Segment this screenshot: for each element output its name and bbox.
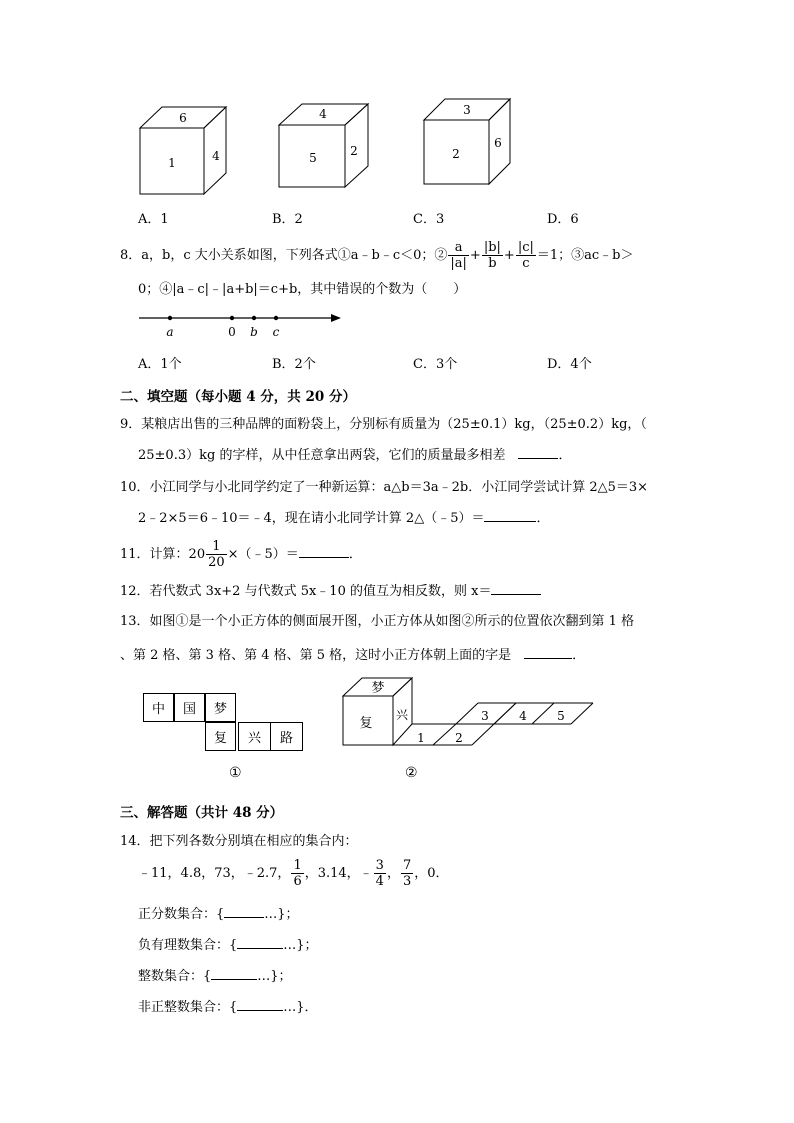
q10-answer-blank[interactable] [484, 509, 536, 522]
q8-line2: 0；④|a﹣c|﹣|a+b|＝c+b，其中错误的个数为（ ） [138, 282, 467, 297]
q14-title: 14．把下列各数分别填在相应的集合内： [120, 834, 358, 849]
q8-line1: 8．a，b，c 大小关系如图，下列各式①a﹣b﹣c＜0；② $\frac{a}{|a|}$ + $\frac{|b|}{b}$ + $\frac{|c|}{c}$ ＝1；③ac﹣b＞ [120, 240, 634, 271]
q7-cubes-figure [130, 95, 530, 200]
net-cell-guo: 国 [174, 693, 205, 722]
cube-a-front: 1 [168, 156, 176, 170]
numberline-label-0: 0 [228, 325, 236, 339]
section-solve-heading: 三、解答题（共计 48 分） [120, 805, 284, 821]
numberline-label-b: b [250, 325, 258, 339]
q8-option-a: A．1个 [138, 357, 182, 372]
cube-a-side: 4 [212, 149, 220, 163]
q14-frac-1-6: $\frac{1}{6}$ [293, 858, 302, 889]
q10-line2: 2﹣2×5＝6﹣10＝﹣4，现在请小北同学计算 2△（﹣5）＝ ． [138, 511, 550, 526]
q8-option-c: C．3个 [413, 357, 458, 372]
cube-a-top: 6 [179, 111, 187, 125]
q14-set-non-positive-integers: 非正整数集合：{ …}． [138, 1000, 318, 1015]
q7-option-b: B．2 [272, 212, 303, 227]
numberline-label-a: a [166, 325, 174, 339]
net-cell-xing: 兴 [238, 722, 271, 751]
q14-set-negative-rationals: 负有理数集合：{ …}； [138, 938, 318, 953]
roll-cell-2: 2 [455, 731, 463, 745]
q7-option-c: C．3 [413, 212, 445, 227]
roll-cell-1: 1 [417, 731, 425, 745]
cube-c [424, 99, 510, 184]
q7-option-a: A．1 [138, 212, 169, 227]
roll-cube-top: 梦 [371, 681, 385, 696]
cube-b-side: 2 [350, 144, 358, 158]
q8-frac-a: $\frac{a}{|a|}$ [450, 240, 467, 271]
roll-cell-3: 3 [481, 709, 489, 723]
q9-answer-blank[interactable] [518, 446, 558, 459]
net-cell-lu: 路 [270, 722, 303, 751]
q13-answer-blank[interactable] [524, 646, 572, 659]
roll-cube-side: 兴 [395, 708, 409, 722]
q8-number-line [135, 308, 350, 342]
set-blank-1[interactable] [224, 905, 264, 918]
q8-number: 8． [120, 248, 142, 263]
net-cell-fu: 复 [205, 722, 236, 751]
q8-after-frac: ＝1；③ac﹣b＞ [536, 248, 634, 263]
cube-a [140, 107, 226, 194]
q9-line1: 9．某粮店出售的三种品牌的面粉袋上，分别标有质量为（25±0.1）kg，（25±0.2）kg，（ [120, 417, 647, 432]
q14-frac-3-4: $\frac{3}{4}$ [375, 858, 384, 889]
q8-option-d: D．4个 [547, 357, 592, 372]
roll-cube-front: 复 [359, 716, 373, 731]
q8-option-b: B．2个 [272, 357, 316, 372]
q14-numbers: ﹣11，4.8，73，﹣2.7， $\frac{1}{6}$ ，3.14，﹣ $\frac{3}{4}$ ， $\frac{7}{3}$ ，0． [138, 858, 449, 889]
cube-c-side: 6 [494, 136, 502, 150]
q14-frac-7-3: $\frac{7}{3}$ [402, 858, 412, 889]
q13-fig2-label: ② [405, 765, 418, 781]
net-cell-zhong: 中 [143, 693, 174, 722]
set-blank-3[interactable] [211, 967, 257, 980]
q11-line: 11．计算：20 $\frac{1}{20}$ ×（﹣5）＝ ． [120, 539, 362, 570]
q11-fraction: $\frac{1}{20}$ [208, 539, 225, 570]
cube-b [279, 104, 368, 187]
q10-line1: 10．小江同学与小北同学约定了一种新运算：a△b＝3a﹣2b．小江同学尝试计算 2△5＝3× [120, 480, 649, 495]
q13-roll-figure [338, 676, 600, 750]
set-blank-4[interactable] [237, 998, 283, 1011]
q13-line2: 、第 2 格、第 3 格、第 4 格、第 5 格，这时小正方体朝上面的字是 ． [120, 648, 586, 663]
q8-frac-b: $\frac{|b|}{b}$ [483, 240, 501, 271]
net-cell-meng: 梦 [205, 693, 236, 722]
q8-frac-c: $\frac{|c|}{c}$ [517, 240, 534, 271]
roll-cell-5: 5 [557, 709, 565, 723]
numberline-label-c: c [272, 325, 280, 339]
cube-c-front: 2 [452, 147, 460, 161]
cube-b-front: 5 [309, 151, 317, 165]
q7-option-d: D．6 [547, 212, 579, 227]
roll-cell-4: 4 [519, 709, 527, 723]
q9-line2: 25±0.3）kg 的字样，从中任意拿出两袋，它们的质量最多相差 ． [138, 448, 572, 463]
cube-c-top: 3 [463, 103, 471, 117]
q12-answer-blank[interactable] [491, 582, 541, 595]
set-blank-2[interactable] [237, 936, 283, 949]
q13-line1: 13．如图①是一个小正方体的侧面展开图，小正方体从如图②所示的位置依次翻到第 1 格 [120, 614, 635, 629]
cube-b-top: 4 [319, 107, 327, 121]
q14-set-integers: 整数集合：{ …}； [138, 969, 292, 984]
q11-answer-blank[interactable] [299, 545, 349, 558]
section-fill-in-heading: 二、填空题（每小题 4 分，共 20 分） [120, 389, 356, 405]
q14-set-positive-fractions: 正分数集合：{ …}； [138, 907, 299, 922]
q13-fig1-label: ① [229, 765, 242, 781]
q8-intro: a，b，c 大小关系如图，下列各式①a﹣b﹣c＜0；② [141, 248, 448, 263]
q12-line: 12．若代数式 3x+2 与代数式 5x﹣10 的值互为相反数，则 x＝ [120, 582, 541, 601]
